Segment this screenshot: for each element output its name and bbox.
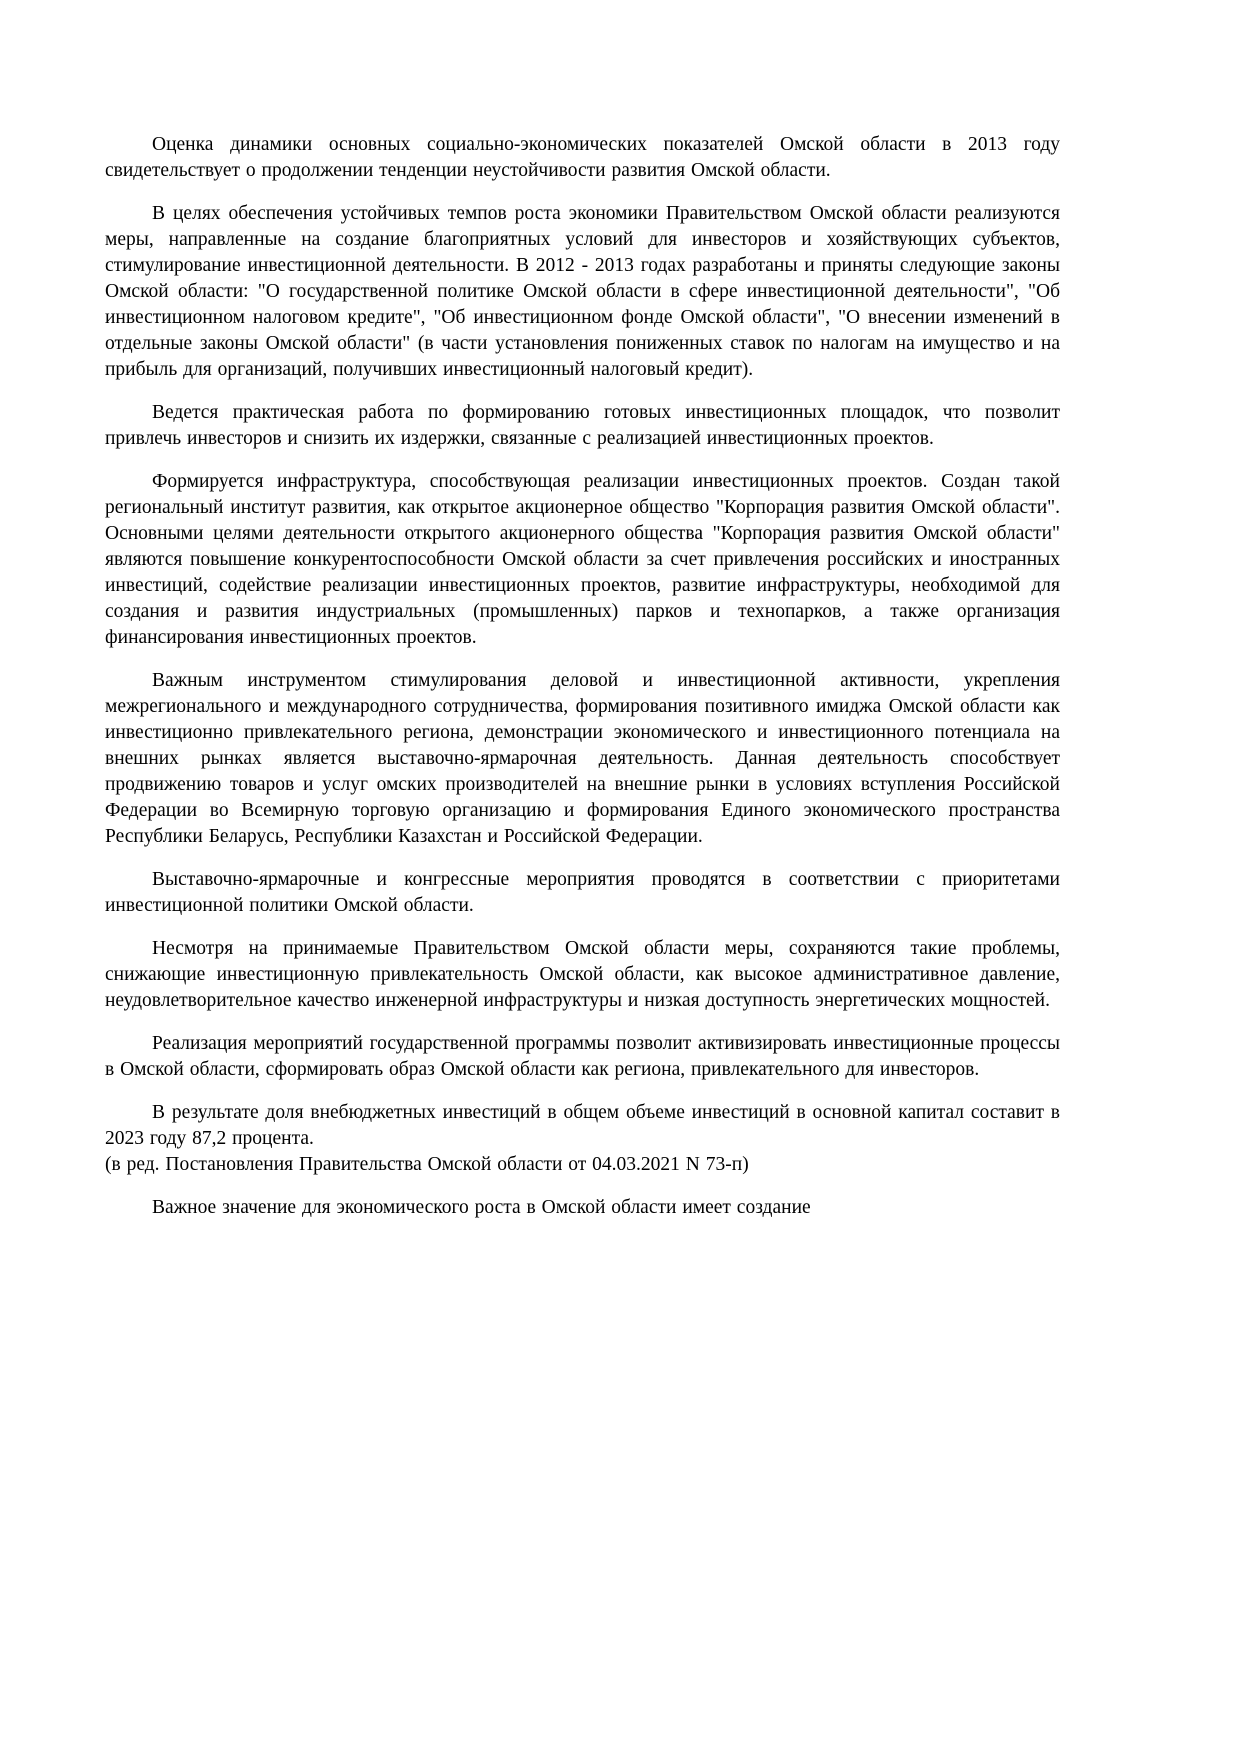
paragraph: Ведется практическая работа по формированию готовых инвестиционных площадок, что позволит привлечь инвесторов и снизить их издержки, связанные с реализацией инвестиционных проектов. (105, 402, 1060, 449)
paragraph: Несмотря на принимаемые Правительством Омской области меры, сохраняются такие проблемы, снижающие инвестиционную привлекательность Омской области, как высокое административное давление, неудовлетворительное качество инженерной инфраструктуры и низкая доступность энергетических мощностей. (105, 938, 1060, 1011)
paragraph: Оценка динамики основных социально-экономических показателей Омской области в 2013 году свидетельствует о продолжении тенденции неустойчивости развития Омской области. (105, 134, 1060, 181)
paragraph: В целях обеспечения устойчивых темпов роста экономики Правительством Омской области реализуются меры, направленные на создание благоприятных условий для инвесторов и хозяйствующих субъектов, стимулирование инвестиционной деятельности. В 2012 - 2013 годах разработаны и приняты следующие законы Омской области: "О государственной политике Омской области в сфере инвестиционной деятельности", "Об инвестиционном налоговом кредите", "Об инвестиционном фонде Омской области", "О внесении изменений в отдельные законы Омской области" (в части установления пониженных ставок по налогам на имущество и на прибыль для организаций, получивших инвестиционный налоговый кредит). (105, 203, 1060, 380)
paragraph: Важным инструментом стимулирования деловой и инвестиционной активности, укрепления межрегионального и международного сотрудничества, формирования позитивного имиджа Омской области как инвестиционно привлекательного региона, демонстрации экономического и инвестиционного потенциала на внешних рынках является выставочно-ярмарочная деятельность. Данная деятельность способствует продвижению товаров и услуг омских производителей на внешние рынки в условиях вступления Российской Федерации во Всемирную торговую организацию и формирования Единого экономического пространства Республики Беларусь, Республики Казахстан и Российской Федерации. (105, 670, 1060, 847)
paragraph: В результате доля внебюджетных инвестиций в общем объеме инвестиций в основной капитал составит в 2023 году 87,2 процента. (105, 1102, 1060, 1149)
paragraph: Формируется инфраструктура, способствующая реализации инвестиционных проектов. Создан такой региональный институт развития, как открытое акционерное общество "Корпорация развития Омской области". Основными целями деятельности открытого акционерного общества "Корпорация развития Омской области" являются повышение конкурентоспособности Омской области за счет привлечения российских и иностранных инвестиций, содействие реализации инвестиционных проектов, развитие инфраструктуры, необходимой для создания и развития индустриальных (промышленных) парков и технопарков, а также организация финансирования инвестиционных проектов. (105, 471, 1060, 648)
paragraph: Выставочно-ярмарочные и конгрессные мероприятия проводятся в соответствии с приоритетами инвестиционной политики Омской области. (105, 869, 1060, 916)
paragraph: Важное значение для экономического роста в Омской области имеет создание (152, 1197, 811, 1218)
paragraph: Реализация мероприятий государственной программы позволит активизировать инвестиционные процессы в Омской области, сформировать образ Омской области как региона, привлекательного для инвесторов. (105, 1033, 1060, 1080)
amendment-note: (в ред. Постановления Правительства Омской области от 04.03.2021 N 73-п) (105, 1154, 749, 1175)
